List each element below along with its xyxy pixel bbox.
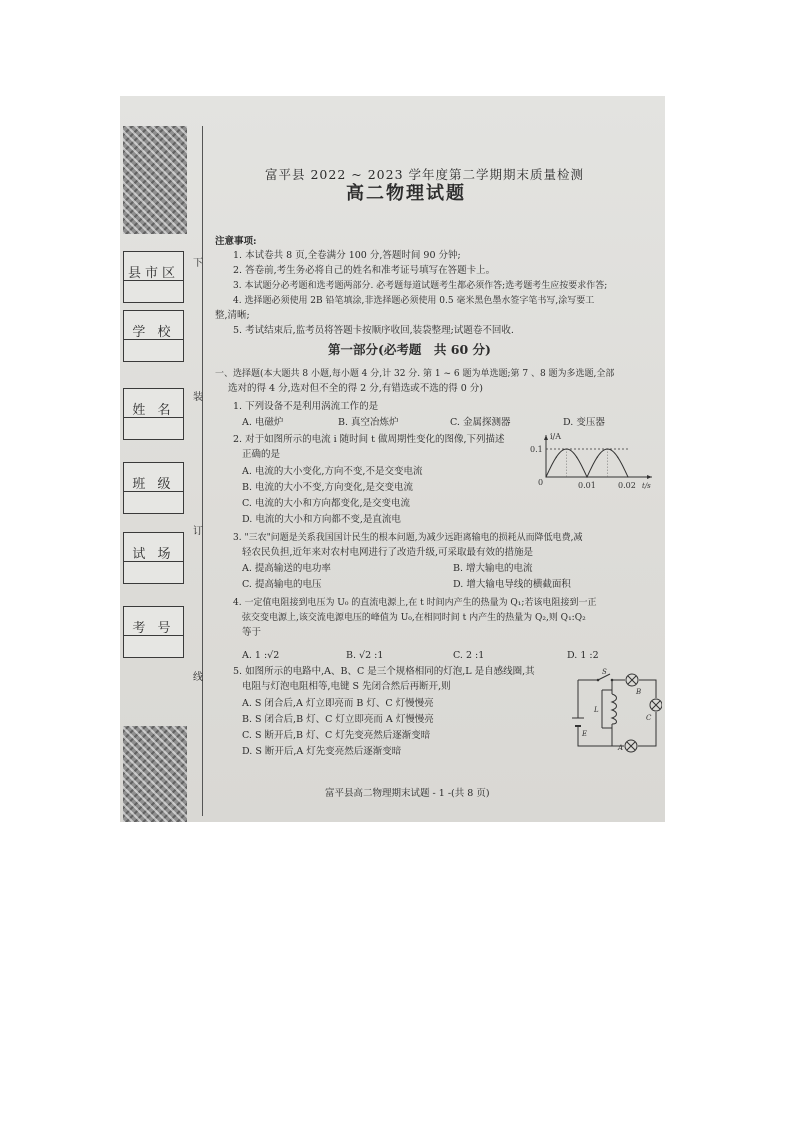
graph-x-label: t/s bbox=[642, 482, 651, 490]
question-3-stem: 3. "三农"问题是关系我国国计民生的根本问题,为减少远距离输电的损耗从而降低电费,减 bbox=[233, 533, 583, 543]
question-1-option: A. 电磁炉 bbox=[242, 417, 284, 428]
question-2-option: C. 电流的大小和方向都变化,是交变电流 bbox=[242, 498, 410, 509]
question-1-option: B. 真空冶炼炉 bbox=[338, 417, 399, 428]
curve-point bbox=[597, 457, 598, 458]
switch-contact bbox=[597, 679, 600, 682]
question-3-stem: 轻农民负担,近年来对农村电网进行了改造升级,可采取最有效的措施是 bbox=[242, 547, 534, 558]
question-4-option: D. 1 :2 bbox=[567, 650, 599, 661]
binding-label-xian: 线 bbox=[193, 672, 203, 683]
question-5-option: D. S 断开后,A 灯先变亮然后逐渐变暗 bbox=[242, 746, 402, 757]
field-county: 县市区 bbox=[123, 251, 184, 303]
question-5-option: B. S 闭合后,B 灯、C 灯立即亮而 A 灯慢慢亮 bbox=[242, 714, 434, 725]
field-exam-number: 考 号 bbox=[123, 606, 184, 658]
lamp-c-label: C bbox=[646, 714, 652, 722]
question-1-option: C. 金属探测器 bbox=[450, 417, 511, 428]
field-school: 学 校 bbox=[123, 310, 184, 362]
field-exam-room: 试 场 bbox=[123, 532, 184, 584]
notes-item: 2. 答卷前,考生务必将自己的姓名和准考证号填写在答题卡上。 bbox=[233, 265, 496, 276]
curve-point bbox=[545, 476, 546, 477]
graph-origin: 0 bbox=[538, 478, 544, 487]
notes-item: 整,清晰; bbox=[215, 310, 250, 321]
curve-point bbox=[586, 476, 587, 477]
switch-label: S bbox=[602, 668, 607, 676]
switch-contact bbox=[611, 679, 614, 682]
coil bbox=[612, 694, 617, 724]
question-4-option: C. 2 :1 bbox=[453, 650, 485, 661]
graph-x-tick: 0.02 bbox=[618, 481, 636, 490]
coil-label: L bbox=[594, 706, 599, 714]
curve-point bbox=[627, 476, 628, 477]
question-3-option: B. 增大输电的电流 bbox=[453, 563, 533, 574]
question-2-option: D. 电流的大小和方向都不变,是直流电 bbox=[242, 514, 401, 525]
question-5-stem: 5. 如图所示的电路中,A、B、C 是三个规格相同的灯泡,L 是自感线圈,其 bbox=[233, 666, 535, 677]
question-4-option: B. √2 :1 bbox=[346, 650, 384, 661]
exam-header: 富平县 2022 ~ 2023 学年度第二学期期末质量检测 bbox=[265, 167, 584, 182]
section-heading: 第一部分(必考题 共 60 分) bbox=[328, 342, 491, 357]
binding-label-zhuang: 装 bbox=[193, 392, 203, 403]
graph-x-arrow bbox=[647, 475, 652, 479]
question-2-option: A. 电流的大小变化,方向不变,不是交变电流 bbox=[242, 466, 423, 477]
notes-item: 4. 选择题必须使用 2B 铅笔填涂,非选择题必须使用 0.5 毫米黑色墨水签字笔书写,涂写要工 bbox=[233, 296, 595, 306]
graph-x-tick: 0.01 bbox=[578, 481, 596, 490]
question-3-option: C. 提高输电的电压 bbox=[242, 579, 322, 590]
lamp-b-label: B bbox=[636, 688, 642, 696]
lamp-a-cross bbox=[627, 742, 635, 750]
notes-item: 3. 本试题分必考题和选考题两部分. 必考题每道试题考生都必须作答;选考题考生应按要求作答; bbox=[233, 281, 608, 291]
question-4-stem: 弦交变电源上,该交流电源电压的峰值为 U₀,在相同时间 t 内产生的热量为 Q₂,则 Q₁:Q₂ bbox=[242, 613, 586, 623]
binding-label-ding: 订 bbox=[193, 526, 203, 537]
notes-item: 5. 考试结束后,监考员将答题卡按顺序收回,装袋整理;试题卷不回收. bbox=[233, 325, 514, 336]
circuit-diagram bbox=[572, 668, 662, 754]
lamp-a-label: A bbox=[618, 744, 624, 752]
current-time-graph bbox=[518, 429, 658, 491]
page-title: 高二物理试题 bbox=[346, 183, 466, 204]
exam-photo bbox=[120, 96, 665, 822]
graph-y-label: i/A bbox=[550, 432, 562, 441]
current-curve bbox=[546, 449, 628, 477]
question-1-option: D. 变压器 bbox=[563, 417, 605, 428]
section-intro: 一、选择题(本大题共 8 小题,每小题 4 分,计 32 分. 第 1 ~ 6 题为单选题;第 7 、8 题为多选题,全部 bbox=[215, 369, 615, 379]
question-4-option: A. 1 :√2 bbox=[242, 650, 280, 661]
notes-heading: 注意事项: bbox=[215, 236, 257, 247]
source-label: E bbox=[582, 730, 588, 738]
lamp-c-cross bbox=[652, 701, 660, 709]
curve-point bbox=[556, 457, 557, 458]
question-1-stem: 1. 下列设备不是利用涡流工作的是 bbox=[233, 401, 379, 412]
notes-item: 1. 本试卷共 8 页,全卷满分 100 分,答题时间 90 分钟; bbox=[233, 250, 461, 261]
question-2-option: B. 电流的大小不变,方向变化,是交变电流 bbox=[242, 482, 414, 493]
decorative-pattern-top bbox=[123, 126, 187, 234]
field-name: 姓 名 bbox=[123, 388, 184, 440]
lamp-b-cross bbox=[628, 676, 636, 684]
question-5-option: C. S 断开后,B 灯、C 灯先变亮然后逐渐变暗 bbox=[242, 730, 431, 741]
question-2-stem: 正确的是 bbox=[242, 449, 281, 460]
question-4-stem: 等于 bbox=[242, 627, 262, 638]
graph-y-arrow bbox=[544, 435, 548, 440]
wire bbox=[602, 690, 612, 728]
question-2-stem: 2. 对于如图所示的电流 i 随时间 t 做周期性变化的图像,下列描述 bbox=[233, 434, 505, 445]
question-3-option: D. 增大输电导线的横截面积 bbox=[453, 579, 571, 590]
binding-label-xia: 下 bbox=[193, 258, 203, 269]
question-4-stem: 4. 一定值电阻接到电压为 U₀ 的直流电源上,在 t 时间内产生的热量为 Q₁;若该电阻接到一正 bbox=[233, 598, 597, 608]
curve-point bbox=[617, 457, 618, 458]
section-intro: 选对的得 4 分,选对但不全的得 2 分,有错选或不选的得 0 分) bbox=[228, 383, 483, 394]
page-footer: 富平县高二物理期末试题 - 1 -(共 8 页) bbox=[325, 788, 490, 799]
binding-line bbox=[202, 126, 203, 816]
decorative-pattern-bottom bbox=[123, 726, 187, 822]
question-3-option: A. 提高输送的电功率 bbox=[242, 563, 331, 574]
field-class: 班 级 bbox=[123, 462, 184, 514]
curve-point bbox=[576, 457, 577, 458]
question-5-stem: 电阻与灯泡电阻相等,电键 S 先闭合然后再断开,则 bbox=[242, 681, 451, 692]
wire bbox=[639, 680, 656, 698]
graph-y-tick: 0.1 bbox=[530, 445, 543, 454]
question-5-option: A. S 闭合后,A 灯立即亮而 B 灯、C 灯慢慢亮 bbox=[242, 698, 434, 709]
